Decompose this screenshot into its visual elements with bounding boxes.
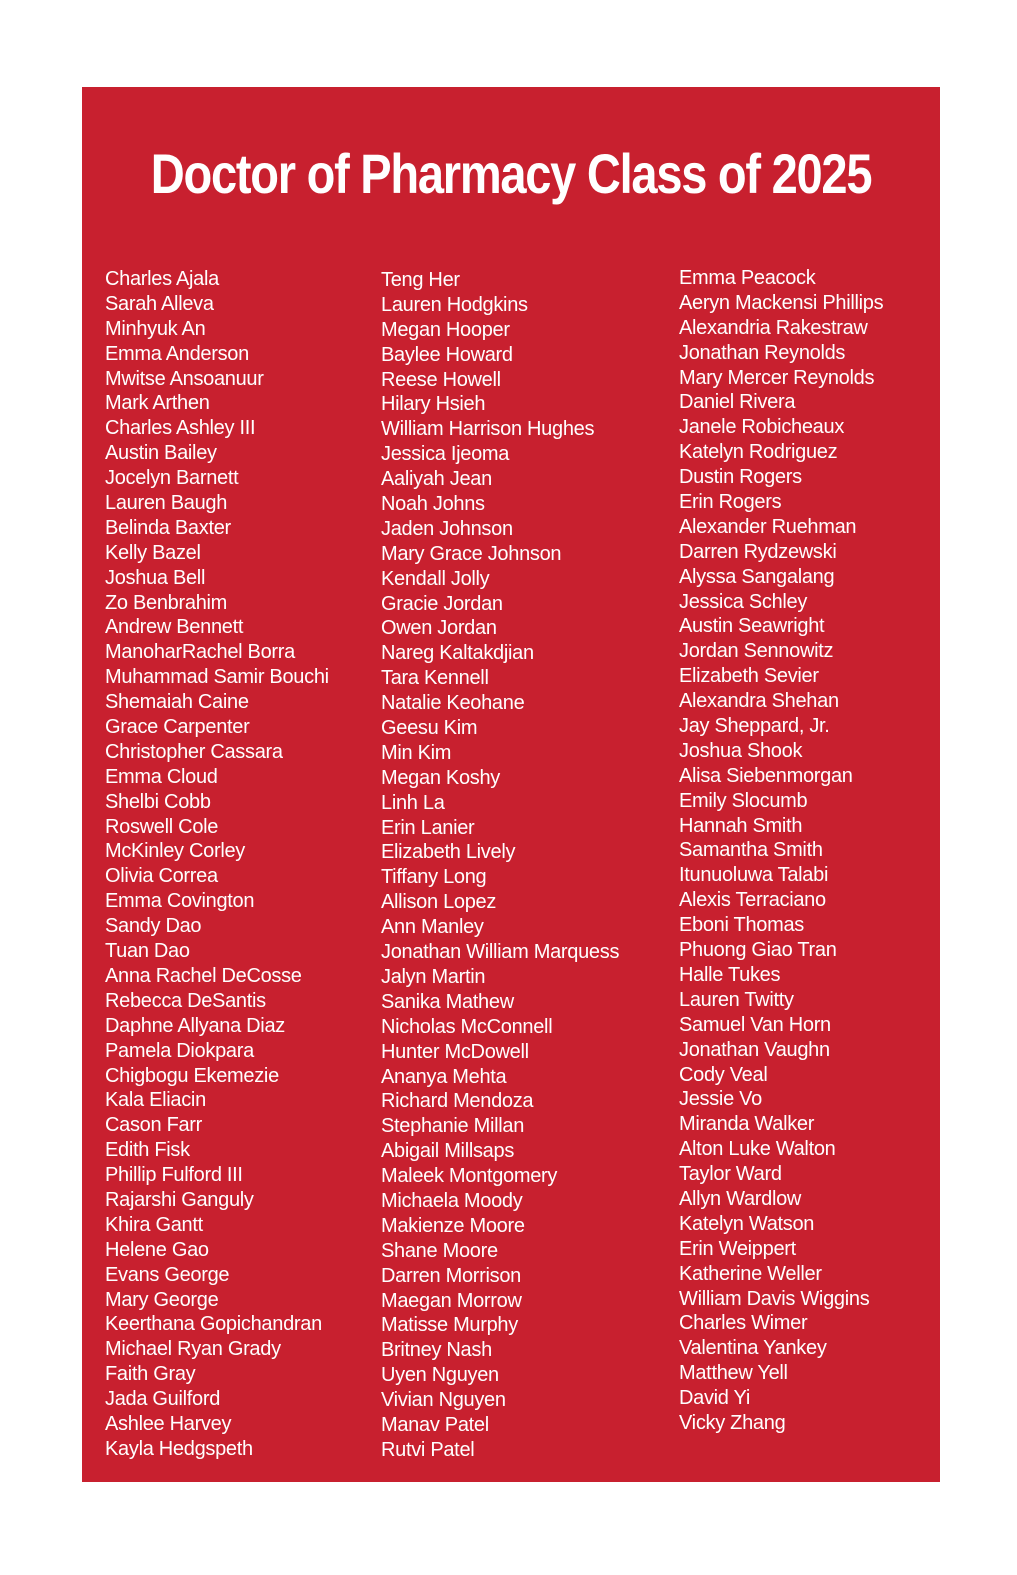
graduate-name: Zo Benbrahim bbox=[105, 591, 228, 614]
graduate-name: Darren Rydzewski bbox=[679, 540, 837, 563]
graduate-name: Jessica Ijeoma bbox=[381, 443, 510, 466]
graduate-name: Phuong Giao Tran bbox=[679, 939, 837, 962]
graduate-name: Maegan Morrow bbox=[381, 1289, 522, 1312]
graduate-name: Matthew Yell bbox=[679, 1362, 788, 1385]
graduate-name: Makienze Moore bbox=[381, 1214, 525, 1237]
graduate-name: Jalyn Martin bbox=[381, 965, 486, 988]
graduate-name: ManoharRachel Borra bbox=[105, 641, 295, 664]
graduate-name: Rutvi Patel bbox=[381, 1438, 475, 1461]
graduate-name: Tara Kennell bbox=[381, 667, 489, 690]
graduate-name: Anna Rachel DeCosse bbox=[105, 964, 302, 987]
graduate-name: Katherine Weller bbox=[679, 1262, 822, 1285]
graduate-name: Matisse Murphy bbox=[381, 1314, 518, 1337]
graduate-name: Daphne Allyana Diaz bbox=[105, 1014, 285, 1037]
name-column-1 bbox=[105, 267, 329, 1462]
graduate-name: Reese Howell bbox=[381, 368, 501, 391]
graduate-name: Abigail Millsaps bbox=[381, 1140, 515, 1163]
page-title: Doctor of Pharmacy Class of 2025 bbox=[150, 142, 872, 205]
graduate-name: Andrew Bennett bbox=[105, 616, 244, 639]
graduate-name: Hunter McDowell bbox=[381, 1040, 529, 1063]
graduate-name: Samantha Smith bbox=[679, 839, 823, 862]
graduate-name: Valentina Yankey bbox=[679, 1337, 827, 1360]
graduate-name: Ann Manley bbox=[381, 916, 484, 939]
graduate-name: Stephanie Millan bbox=[381, 1115, 525, 1138]
graduate-name: Jada Guilford bbox=[105, 1388, 221, 1411]
graduate-name: Shemaiah Caine bbox=[105, 691, 249, 714]
graduate-name: Allison Lopez bbox=[381, 891, 497, 914]
graduate-name: Erin Weippert bbox=[679, 1237, 796, 1260]
name-column-2 bbox=[381, 268, 619, 1463]
graduate-name: Ananya Mehta bbox=[381, 1065, 507, 1088]
graduate-name: Maleek Montgomery bbox=[381, 1165, 558, 1188]
graduate-name: Emily Slocumb bbox=[679, 789, 808, 812]
graduate-name: Kayla Hedgspeth bbox=[105, 1437, 253, 1460]
graduate-name: Vivian Nguyen bbox=[381, 1389, 506, 1412]
graduate-name: Megan Hooper bbox=[381, 318, 510, 341]
graduate-name: Hannah Smith bbox=[679, 814, 803, 837]
graduate-name: Tuan Dao bbox=[105, 940, 190, 963]
graduate-name: William Davis Wiggins bbox=[679, 1287, 870, 1310]
graduate-name: Elizabeth Lively bbox=[381, 841, 516, 864]
graduate-name: Michael Ryan Grady bbox=[105, 1338, 281, 1361]
graduate-name: Jonathan Vaughn bbox=[679, 1038, 830, 1061]
graduate-name: Emma Cloud bbox=[105, 765, 218, 788]
graduate-name: Vicky Zhang bbox=[679, 1411, 786, 1434]
graduate-name: Evans George bbox=[105, 1263, 230, 1286]
graduate-name: Austin Seawright bbox=[679, 615, 825, 638]
graduate-name: Austin Bailey bbox=[105, 442, 217, 465]
graduate-name: Jessica Schley bbox=[679, 590, 808, 613]
graduate-name: Jocelyn Barnett bbox=[105, 467, 239, 490]
graduate-name: Mary George bbox=[105, 1288, 219, 1311]
graduate-name: Alexis Terraciano bbox=[679, 889, 826, 912]
graduate-name: Uyen Nguyen bbox=[381, 1364, 499, 1387]
graduate-name: Christopher Cassara bbox=[105, 740, 283, 763]
graduate-name: Joshua Shook bbox=[679, 739, 803, 762]
graduate-name: Darren Morrison bbox=[381, 1264, 521, 1287]
graduate-name: Mary Grace Johnson bbox=[381, 542, 562, 565]
graduate-name: William Harrison Hughes bbox=[381, 418, 595, 441]
class-roster-panel bbox=[82, 87, 940, 1482]
graduate-name: Min Kim bbox=[381, 741, 452, 764]
graduate-name: Nareg Kaltakdjian bbox=[381, 642, 534, 665]
graduate-name: Katelyn Watson bbox=[679, 1212, 815, 1235]
graduate-name: McKinley Corley bbox=[105, 840, 245, 863]
graduate-name: Cason Farr bbox=[105, 1114, 203, 1137]
graduate-name: Rebecca DeSantis bbox=[105, 989, 266, 1012]
graduate-name: Lauren Twitty bbox=[679, 988, 794, 1011]
graduate-name: Helene Gao bbox=[105, 1238, 209, 1261]
graduate-name: David Yi bbox=[679, 1387, 750, 1410]
graduate-name: Edith Fisk bbox=[105, 1139, 190, 1162]
graduate-name: Sarah Alleva bbox=[105, 292, 214, 315]
graduate-name: Jonathan Reynolds bbox=[679, 341, 846, 364]
graduate-name: Shane Moore bbox=[381, 1239, 498, 1262]
graduate-name: Keerthana Gopichandran bbox=[105, 1313, 322, 1336]
graduate-name: Minhyuk An bbox=[105, 317, 206, 340]
graduate-name: Cody Veal bbox=[679, 1063, 768, 1086]
graduate-name: Janele Robicheaux bbox=[679, 416, 845, 439]
graduate-name: Alyssa Sangalang bbox=[679, 565, 835, 588]
graduate-name: Hilary Hsieh bbox=[381, 393, 486, 416]
graduate-name: Elizabeth Sevier bbox=[679, 665, 819, 688]
name-column-3 bbox=[679, 266, 883, 1436]
graduate-name: Emma Peacock bbox=[679, 267, 816, 289]
graduate-name: Halle Tukes bbox=[679, 963, 781, 986]
graduate-name: Tiffany Long bbox=[381, 866, 487, 889]
graduate-name: Chigbogu Ekemezie bbox=[105, 1064, 279, 1087]
graduate-name: Linh La bbox=[381, 791, 445, 814]
graduate-name: Charles Ashley III bbox=[105, 417, 256, 440]
graduate-name: Geesu Kim bbox=[381, 717, 478, 740]
graduate-name: Charles Wimer bbox=[679, 1312, 808, 1335]
graduate-name: Miranda Walker bbox=[679, 1113, 815, 1136]
graduate-name: Dustin Rogers bbox=[679, 466, 802, 489]
graduate-name: Taylor Ward bbox=[679, 1163, 782, 1186]
graduate-name: Joshua Bell bbox=[105, 566, 206, 589]
graduate-name: Roswell Cole bbox=[105, 815, 219, 838]
graduate-name: Mary Mercer Reynolds bbox=[679, 366, 875, 389]
graduate-name: Jordan Sennowitz bbox=[679, 640, 834, 663]
graduate-name: Alexandria Rakestraw bbox=[679, 316, 868, 339]
graduate-name: Alisa Siebenmorgan bbox=[679, 764, 853, 787]
graduate-name: Faith Gray bbox=[105, 1363, 196, 1386]
graduate-name: Nicholas McConnell bbox=[381, 1015, 553, 1038]
graduate-name: Baylee Howard bbox=[381, 343, 513, 366]
graduate-name: Muhammad Samir Bouchi bbox=[105, 666, 329, 689]
graduate-name: Emma Anderson bbox=[105, 342, 249, 365]
graduate-name: Alexandra Shehan bbox=[679, 690, 839, 713]
graduate-name: Olivia Correa bbox=[105, 865, 218, 888]
graduate-name: Charles Ajala bbox=[105, 268, 219, 290]
graduate-name: Khira Gantt bbox=[105, 1213, 203, 1236]
graduate-name: Manav Patel bbox=[381, 1413, 489, 1436]
graduate-name: Natalie Keohane bbox=[381, 692, 525, 715]
graduate-name: Jonathan William Marquess bbox=[381, 941, 620, 964]
graduate-name: Erin Lanier bbox=[381, 816, 475, 839]
graduate-name: Owen Jordan bbox=[381, 617, 497, 640]
graduate-name: Grace Carpenter bbox=[105, 716, 250, 739]
graduate-name: Shelbi Cobb bbox=[105, 790, 211, 813]
graduate-name: Kendall Jolly bbox=[381, 567, 490, 590]
graduate-name: Allyn Wardlow bbox=[679, 1187, 802, 1210]
graduate-name: Erin Rogers bbox=[679, 491, 782, 514]
graduate-name: Britney Nash bbox=[381, 1339, 492, 1362]
graduate-name: Katelyn Rodriguez bbox=[679, 441, 838, 464]
graduate-name: Aeryn Mackensi Phillips bbox=[679, 291, 884, 314]
graduate-name: Eboni Thomas bbox=[679, 914, 804, 937]
graduate-name: Mwitse Ansoanuur bbox=[105, 367, 264, 390]
graduate-name: Gracie Jordan bbox=[381, 592, 503, 615]
graduate-name: Belinda Baxter bbox=[105, 516, 231, 539]
graduate-name: Daniel Rivera bbox=[679, 391, 796, 414]
graduate-name: Itunuoluwa Talabi bbox=[679, 864, 829, 887]
graduate-name: Aaliyah Jean bbox=[381, 468, 492, 491]
graduate-name: Pamela Diokpara bbox=[105, 1039, 254, 1062]
graduate-name: Emma Covington bbox=[105, 890, 255, 913]
graduate-name: Sanika Mathew bbox=[381, 990, 514, 1013]
graduate-name: Jessie Vo bbox=[679, 1088, 762, 1111]
graduate-name: Lauren Baugh bbox=[105, 492, 228, 515]
graduate-name: Jay Sheppard, Jr. bbox=[679, 715, 830, 738]
graduate-name: Sandy Dao bbox=[105, 915, 202, 938]
graduate-name: Noah Johns bbox=[381, 493, 485, 516]
graduate-name: Kelly Bazel bbox=[105, 541, 201, 564]
graduate-name: Alexander Ruehman bbox=[679, 515, 857, 538]
graduate-name: Ashlee Harvey bbox=[105, 1412, 232, 1435]
graduate-name: Richard Mendoza bbox=[381, 1090, 534, 1113]
graduate-name: Jaden Johnson bbox=[381, 517, 513, 540]
graduate-name: Phillip Fulford III bbox=[105, 1164, 243, 1187]
graduate-name: Megan Koshy bbox=[381, 766, 500, 789]
graduate-name: Samuel Van Horn bbox=[679, 1013, 831, 1036]
graduate-name: Michaela Moody bbox=[381, 1189, 523, 1212]
graduate-name: Rajarshi Ganguly bbox=[105, 1188, 254, 1211]
graduate-name: Alton Luke Walton bbox=[679, 1138, 836, 1161]
graduate-name: Mark Arthen bbox=[105, 392, 210, 415]
graduate-name: Kala Eliacin bbox=[105, 1089, 206, 1112]
graduate-name: Lauren Hodgkins bbox=[381, 293, 528, 316]
graduate-name: Teng Her bbox=[381, 269, 460, 291]
